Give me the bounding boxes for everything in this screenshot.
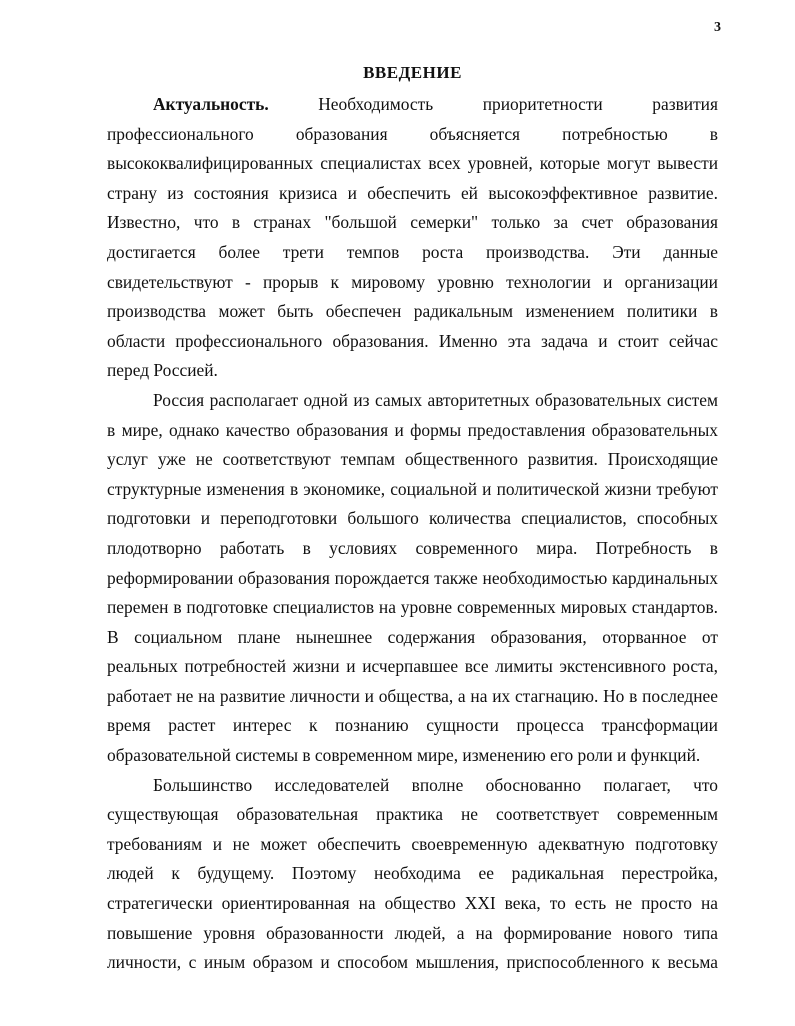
body-text — [107, 90, 718, 978]
text-line: существующая образовательная практика не соответствует современным — [107, 804, 718, 825]
text-line: в мире, однако качество образования и формы предоставления образовательных — [107, 419, 718, 440]
text-line: время растет интерес к познанию сущности процесса трансформации — [107, 715, 718, 736]
lead-term: Актуальность. — [153, 94, 269, 114]
page-number: 3 — [714, 20, 721, 35]
text-line: Известно, что в странах "большой семерки" только за счет образования — [107, 212, 718, 233]
text-line: плодотворно работать в условиях современного мира. Потребность в — [107, 537, 718, 558]
text-line: профессионального образования объясняется потребностью в — [107, 123, 718, 144]
text-line: достигается более трети темпов роста производства. Эти данные — [107, 241, 718, 262]
text-line: образовательной системы в современном мире, изменению его роли и функций. — [107, 745, 701, 766]
text-line: подготовки и переподготовки большого количества специалистов, способных — [107, 508, 718, 529]
text-line: перед Россией. — [107, 360, 218, 381]
text-line: свидетельствуют - прорыв к мировому уровню технологии и организации — [107, 271, 718, 292]
page-title: ВВЕДЕНИЕ — [363, 63, 462, 82]
text-line: структурные изменения в экономике, социальной и политической жизни требуют — [107, 478, 718, 499]
text-line: Россия располагает одной из самых авторитетных образовательных систем — [153, 389, 718, 410]
text-line: реальных потребностей жизни и исчерпавшее все лимиты экстенсивного роста, — [107, 656, 718, 677]
text-line: личности, с иным образом и способом мышления, приспособленного к весьма — [107, 952, 718, 973]
text-line: услуг уже не соответствуют темпам общественного развития. Происходящие — [107, 449, 718, 470]
text-line: Большинство исследователей вполне обоснованно полагает, что — [153, 774, 718, 795]
text-line: работает не на развитие личности и общества, а на их стагнацию. Но в последнее — [107, 685, 718, 706]
text-line: Актуальность. Необходимость приоритетности развития — [153, 94, 718, 114]
text-line: высококвалифицированных специалистах всех уровней, которые могут вывести — [107, 153, 718, 174]
text-line: требованиям и не может обеспечить своевременную адекватную подготовку — [107, 833, 718, 854]
text-line: перемен в подготовке специалистов на уровне современных мировых стандартов. — [107, 597, 718, 618]
text-line: страну из состояния кризиса и обеспечить ей высокоэффективное развитие. — [107, 182, 718, 203]
text-line: стратегически ориентированная на общество XXI века, то есть не просто на — [107, 893, 718, 914]
text-line: производства может быть обеспечен радикальным изменением политики в — [107, 301, 718, 322]
text-line: области профессионального образования. Именно эта задача и стоит сейчас — [107, 330, 718, 351]
text-line: людей к будущему. Поэтому необходима ее радикальная перестройка, — [107, 863, 718, 884]
text-line: В социальном плане нынешнее содержания образования, оторванное от — [107, 626, 718, 647]
text-line: реформировании образования порождается также необходимостью кардинальных — [107, 567, 718, 588]
text-line: повышение уровня образованности людей, а на формирование нового типа — [107, 922, 718, 943]
